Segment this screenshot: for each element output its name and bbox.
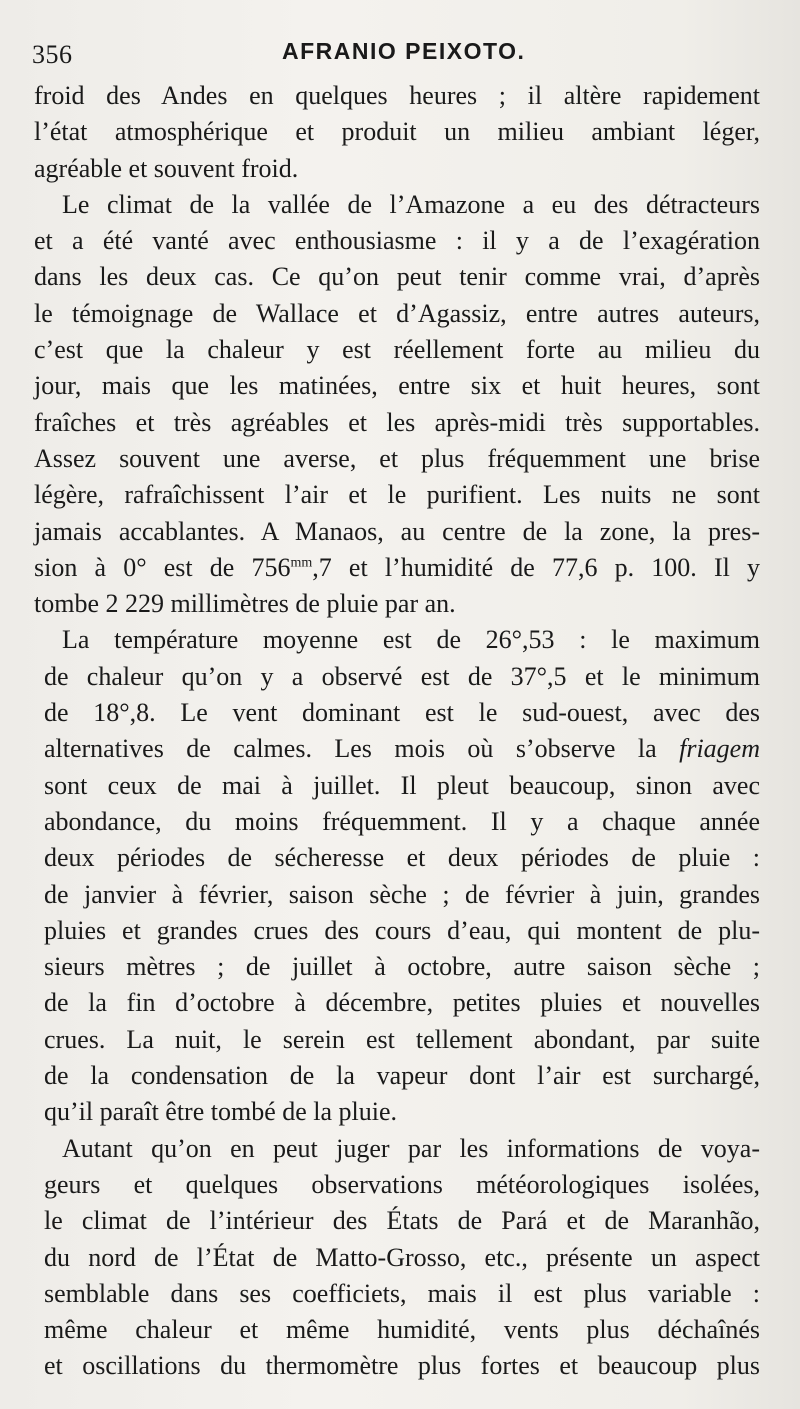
text-line: légère, rafraîchissent l’air et le purifient. Les nuits ne sont <box>34 480 760 510</box>
text-line: le témoignage de Wallace et d’Agassiz, entre autres auteurs, <box>34 298 760 328</box>
running-head: AFRANIO PEIXOTO. <box>282 38 526 64</box>
text-line: semblable dans ses coefficiets, mais il est plus variable : <box>44 1278 760 1308</box>
text-line: même chaleur et même humidité, vents plus déchaînés <box>44 1315 760 1345</box>
text-line: le climat de l’intérieur des États de Pará et de Maranhão, <box>44 1206 760 1236</box>
text-line: geurs et quelques observations météorologiques isolées, <box>44 1169 760 1199</box>
text-line: et a été vanté avec enthousiasme : il y a de l’exagération <box>34 226 760 256</box>
text-line: froid des Andes en quelques heures ; il altère rapidement <box>34 81 760 110</box>
text-line: de chaleur qu’on y a observé est de 37°,5 et le minimum <box>44 661 760 691</box>
text-line: Autant qu’on en peut juger par les informations de voya- <box>62 1133 760 1163</box>
text-line: pluies et grandes crues des cours d’eau, qui montent de plu- <box>44 915 760 945</box>
text-line: crues. La nuit, le serein est tellement abondant, par suite <box>44 1024 760 1054</box>
text-line: La température moyenne est de 26°,53 : le maximum <box>62 625 760 655</box>
page-number: 356 <box>32 40 73 69</box>
text-line: abondance, du moins fréquemment. Il y a chaque année <box>44 806 760 836</box>
text-line: alternatives de calmes. Les mois où s’observe la friagem <box>44 734 760 764</box>
text-line: sieurs mètres ; de juillet à octobre, autre saison sèche ; <box>44 952 760 982</box>
text-line: agréable et souvent froid. <box>34 153 299 183</box>
text-line: tombe 2 229 millimètres de pluie par an. <box>34 589 456 619</box>
text-line: fraîches et très agréables et les après-midi très supportables. <box>34 407 760 437</box>
text-line: Le climat de la vallée de l’Amazone a eu des détracteurs <box>62 189 760 219</box>
text-line: de la condensation de la vapeur dont l’air est surchargé, <box>44 1061 760 1091</box>
text-line: sion à 0° est de $756^{mm},7$ et l’humidité de 77,6 p. 100. Il y <box>34 552 760 582</box>
text-line: de janvier à février, saison sèche ; de février à juin, grandes <box>44 879 760 909</box>
text-line: c’est que la chaleur y est réellement forte au milieu du <box>34 335 760 365</box>
text-line: qu’il paraît être tombé de la pluie. <box>44 1097 398 1127</box>
text-line: jamais accablantes. A Manaos, au centre de la zone, la pres- <box>34 516 760 546</box>
text-line: Assez souvent une averse, et plus fréquemment une brise <box>34 443 760 473</box>
text-line: deux périodes de sécheresse et deux périodes de pluie : <box>44 843 760 873</box>
text-line: et oscillations du thermomètre plus fortes et beaucoup plus <box>44 1351 760 1381</box>
page-header <box>30 34 770 74</box>
text-line: dans les deux cas. Ce qu’on peut tenir comme vrai, d’après <box>34 262 760 292</box>
text-line: de 18°,8. Le vent dominant est le sud-ouest, avec des <box>44 698 760 728</box>
text-line: de la fin d’octobre à décembre, petites pluies et nouvelles <box>44 988 760 1018</box>
body-text <box>34 78 760 1385</box>
text-line: sont ceux de mai à juillet. Il pleut beaucoup, sinon avec <box>44 770 760 800</box>
text-line: jour, mais que les matinées, entre six et huit heures, sont <box>34 371 760 401</box>
text-line: l’état atmosphérique et produit un milieu ambiant léger, <box>34 117 760 147</box>
text-line: du nord de l’État de Matto-Grosso, etc., présente un aspect <box>44 1242 760 1272</box>
